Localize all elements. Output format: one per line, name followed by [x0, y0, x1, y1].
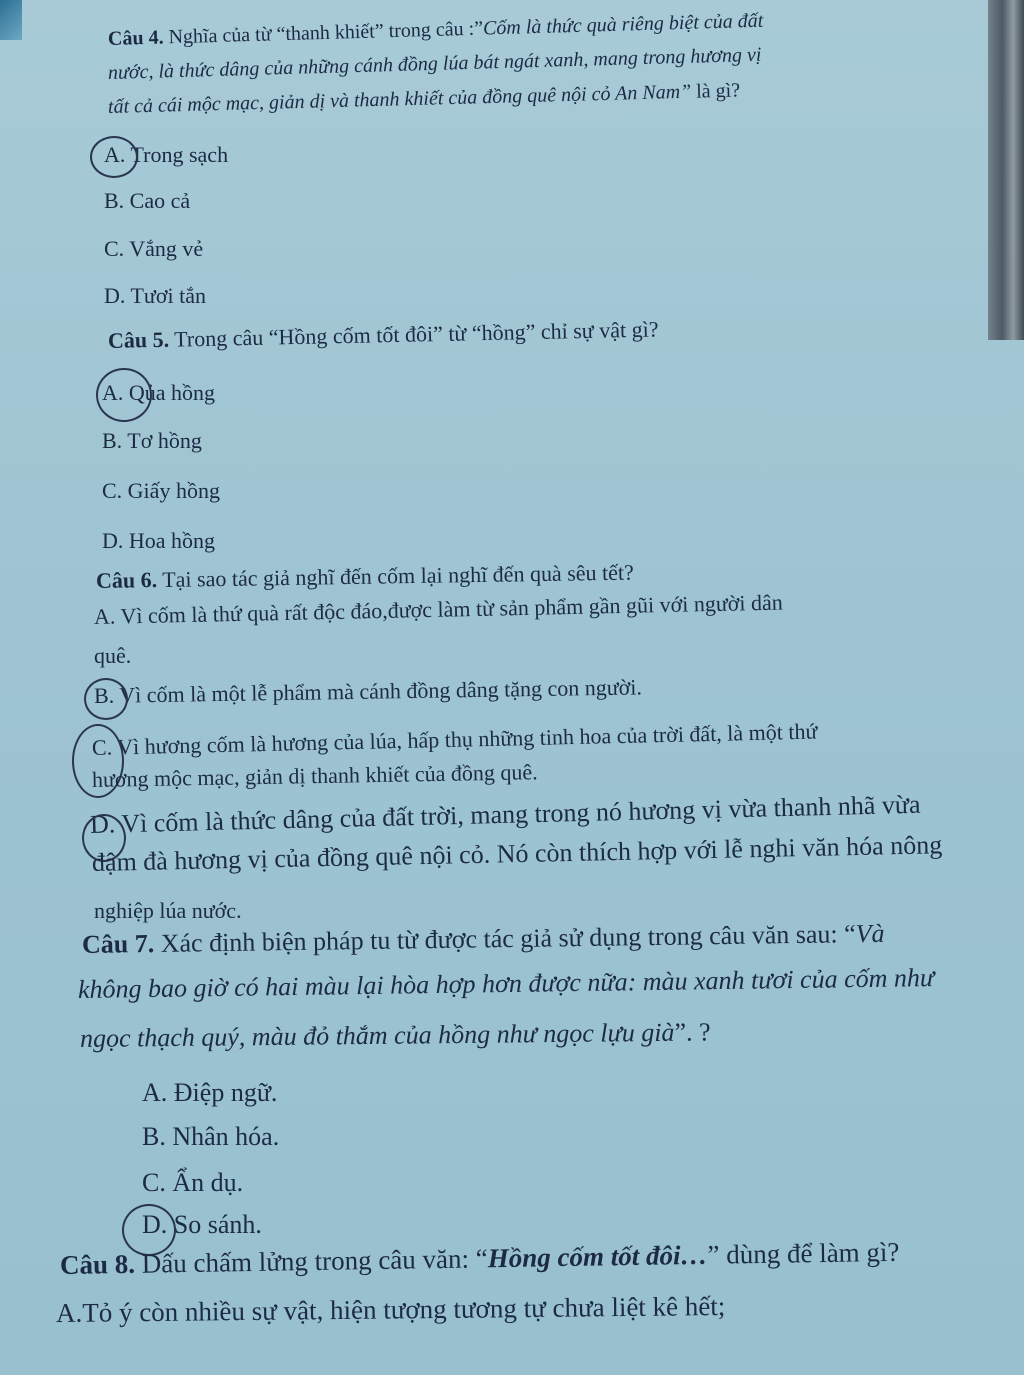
q4-option-b: B. Cao cả	[104, 188, 191, 213]
q8-option-a: A.Tỏ ý còn nhiều sự vật, hiện tượng tương tự chưa liệt kê hết;	[55, 1290, 726, 1328]
q4-option-c: C. Vắng vẻ	[104, 236, 204, 261]
q6-option-d-line-3: nghiệp lúa nước.	[94, 898, 242, 923]
q6-option-c-line-2: hương mộc mạc, giản dị thanh khiết của đồng quê.	[91, 759, 538, 792]
q7-text: Xác định biện pháp tu từ được tác giả sử dụng trong câu văn sau: “	[154, 919, 856, 958]
q5-option-d: D. Hoa hồng	[102, 528, 216, 553]
q6-option-b: B. Vì cốm là một lễ phẩm mà cánh đồng dâng tặng con người.	[93, 674, 643, 708]
q6-option-a-line-2: quê.	[94, 643, 132, 668]
q7-option-b: B. Nhân hóa.	[142, 1122, 280, 1151]
q5-option-c: C. Giấy hồng	[102, 478, 220, 503]
table-corner	[0, 0, 22, 40]
q4-label: Câu 4.	[107, 26, 164, 50]
q8-line	[60, 1237, 900, 1281]
q7-label: Câu 7.	[81, 928, 155, 959]
q4-line-1	[108, 10, 764, 51]
worksheet-page	[40, 0, 1024, 1375]
q7-option-c: C. Ẩn dụ.	[142, 1168, 244, 1197]
q6-option-a-line-1: A. Vì cốm là thứ quà rất độc đáo,được làm từ sản phẩm gần gũi với người dân	[93, 589, 783, 629]
q7-line-1	[82, 919, 885, 960]
q4-question-end: là gì?	[690, 79, 741, 103]
q5-label: Câu 5.	[107, 326, 170, 353]
q7-option-d: D. So sánh.	[142, 1210, 262, 1239]
q4-option-d: D. Tươi tắn	[104, 283, 206, 308]
q6-option-d-line-1: D. Vì cốm là thức dâng của đất trời, mang trong nó hương vị vừa thanh nhã vừa	[89, 789, 921, 839]
q7-question-end: ”. ?	[674, 1017, 711, 1047]
q8-question-end: ” dùng để làm gì?	[707, 1236, 900, 1270]
q4-line-2: nước, là thức dâng của những cánh đồng lúa bát ngát xanh, mang trong hương vị	[107, 43, 762, 84]
q5-option-b: B. Tơ hồng	[102, 428, 202, 453]
q5-line	[108, 316, 659, 354]
q5-text: Trong câu “Hồng cốm tốt đôi” từ “hồng” chỉ sự vật gì?	[168, 316, 659, 352]
q8-text: Dấu chấm lửng trong câu văn: “	[134, 1243, 488, 1279]
q4-option-a: A. Trong sạch	[104, 142, 229, 167]
q6-label: Câu 6.	[95, 567, 158, 593]
q6-option-d-line-2: đậm đà hương vị của đồng quê nội cỏ. Nó còn thích hợp với lễ nghi văn hóa nông	[91, 830, 943, 877]
q4-quote-end: tất cả cái mộc mạc, giản dị và thanh khiết của đồng quê nội cỏ An Nam”	[107, 80, 692, 118]
q4-quote-start: Cốm là thức quà riêng biệt của đất	[482, 9, 764, 40]
q4-line-3	[108, 79, 741, 119]
q4-text: Nghĩa của từ “thanh khiết” trong câu :”	[163, 17, 484, 49]
q7-quote-start: Và	[855, 918, 885, 949]
q8-label: Câu 8.	[59, 1248, 136, 1280]
q7-option-a: A. Điệp ngữ.	[142, 1078, 278, 1107]
q6-option-c-line-1: C. Vì hương cốm là hương của lúa, hấp thụ những tinh hoa của trời đất, là một thứ	[91, 718, 818, 760]
q7-line-2: không bao giờ có hai màu lại hòa hợp hơn được nữa: màu xanh tươi của cốm như	[77, 963, 935, 1004]
q6-line	[96, 560, 634, 594]
q7-quote-end: ngọc thạch quý, màu đỏ thắm của hồng như ngọc lựu già	[79, 1017, 675, 1053]
q5-answer-circle	[96, 368, 152, 422]
q6-b-circle	[84, 678, 128, 720]
q8-quote: Hồng cốm tốt đôi…	[487, 1239, 708, 1274]
q7-line-3	[80, 1017, 711, 1054]
q5-option-a: A. Qủa hồng	[102, 380, 216, 405]
q6-text: Tại sao tác giả nghĩ đến cốm lại nghĩ đến quà sêu tết?	[156, 559, 634, 593]
q4-answer-circle	[90, 136, 138, 178]
